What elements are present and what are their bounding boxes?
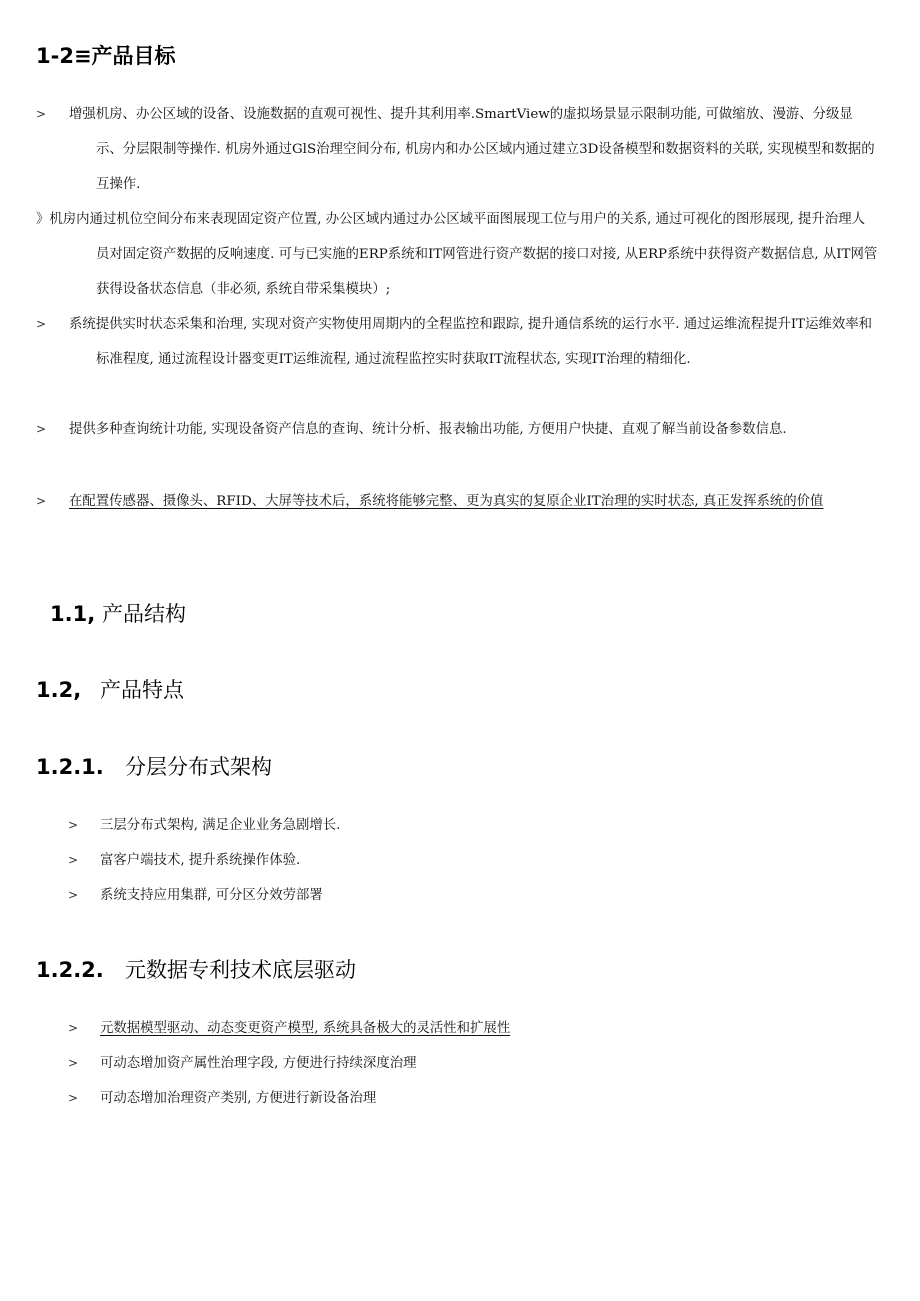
bullet-arrow-icon: > bbox=[68, 853, 79, 867]
bullet-arrow-icon: > bbox=[68, 1091, 79, 1105]
section-heading-1-1: 1.1, 产品结构 bbox=[50, 602, 186, 626]
section-heading-1-2-1: 1.2.1. 分层分布式架构 bbox=[36, 755, 272, 779]
list-item: > 元数据模型驱动、动态变更资产模型, 系统具备极大的灵活性和扩展性 bbox=[68, 1018, 510, 1039]
intro-item-5 bbox=[36, 484, 878, 519]
intro-item-1 bbox=[36, 97, 878, 202]
main-heading: 1-2≡产品目标 bbox=[36, 44, 176, 68]
section-heading-1-2: 1.2, 产品特点 bbox=[36, 678, 184, 702]
list-item: > 系统支持应用集群, 可分区分效劳部署 bbox=[68, 885, 323, 906]
bullet-arrow-icon: > bbox=[68, 818, 79, 832]
intro-item-4-text: 提供多种查询统计功能, 实现设备资产信息的查询、统计分析、报表输出功能, 方便用户快捷、直观了解当前设备参数信息. bbox=[69, 422, 787, 437]
intro-item-1-text: 增强机房、办公区域的设备、设施数据的直观可视性、提升其利用率.SmartView的虚拟场景显示限制功能, 可做缩放、漫游、分级显示、分层限制等操作. 机房外通过GlS治理空间分布, 机房内和办公区域内通过建立3D设备模型和数据资料的关联, 实现模型和数据的互操作. bbox=[69, 107, 875, 192]
list-item: > 三层分布式架构, 满足企业业务急剧增长. bbox=[68, 815, 340, 836]
intro-item-3-text: 系统提供实时状态采集和治理, 实现对资产实物使用周期内的全程监控和跟踪, 提升通信系统的运行水平. 通过运维流程提升IT运维效率和标准程度, 通过流程设计器变更IT运维流程, 通过流程监控实时获取IT流程状态, 实现IT治理的精细化. bbox=[69, 317, 873, 367]
intro-item-4 bbox=[36, 412, 878, 447]
bullet-arrow-icon: > bbox=[68, 1021, 79, 1035]
list-item: > 富客户端技术, 提升系统操作体验. bbox=[68, 850, 300, 871]
bullet-arrow-icon: > bbox=[36, 422, 47, 436]
bullet-arrow-icon: > bbox=[36, 107, 47, 121]
intro-item-2 bbox=[36, 202, 878, 307]
intro-item-3 bbox=[36, 307, 878, 377]
section-heading-1-2-2: 1.2.2. 元数据专利技术底层驱动 bbox=[36, 958, 356, 982]
list-item: > 可动态增加资产属性治理字段, 方便进行持续深度治理 bbox=[68, 1053, 417, 1074]
bullet-arrow-icon: > bbox=[36, 317, 47, 331]
list-item: > 可动态增加治理资产类别, 方便进行新设备治理 bbox=[68, 1088, 376, 1109]
intro-item-2-text: 》机房内通过机位空间分布来表现固定资产位置, 办公区域内通过办公区域平面图展现工位与用户的关系, 通过可视化的图形展现, 提升治理人员对固定资产数据的反响速度. 可与已实施的ERP系统和IT网管进行资产数据的接口对接, 从ERP系统中获得资产数据信息, 从IT网管获得设备状态信息（非必须, 系统自带采集模块）; bbox=[36, 212, 878, 297]
bullet-arrow-icon: > bbox=[36, 494, 47, 508]
intro-item-5-text: 在配置传感器、摄像头、RFID、大屏等技术后，系统将能够完整、更为真实的复原企业IT治理的实时状态, 真正发挥系统的价值 bbox=[69, 494, 824, 509]
bullet-arrow-icon: > bbox=[68, 888, 79, 902]
bullet-arrow-icon: > bbox=[68, 1056, 79, 1070]
